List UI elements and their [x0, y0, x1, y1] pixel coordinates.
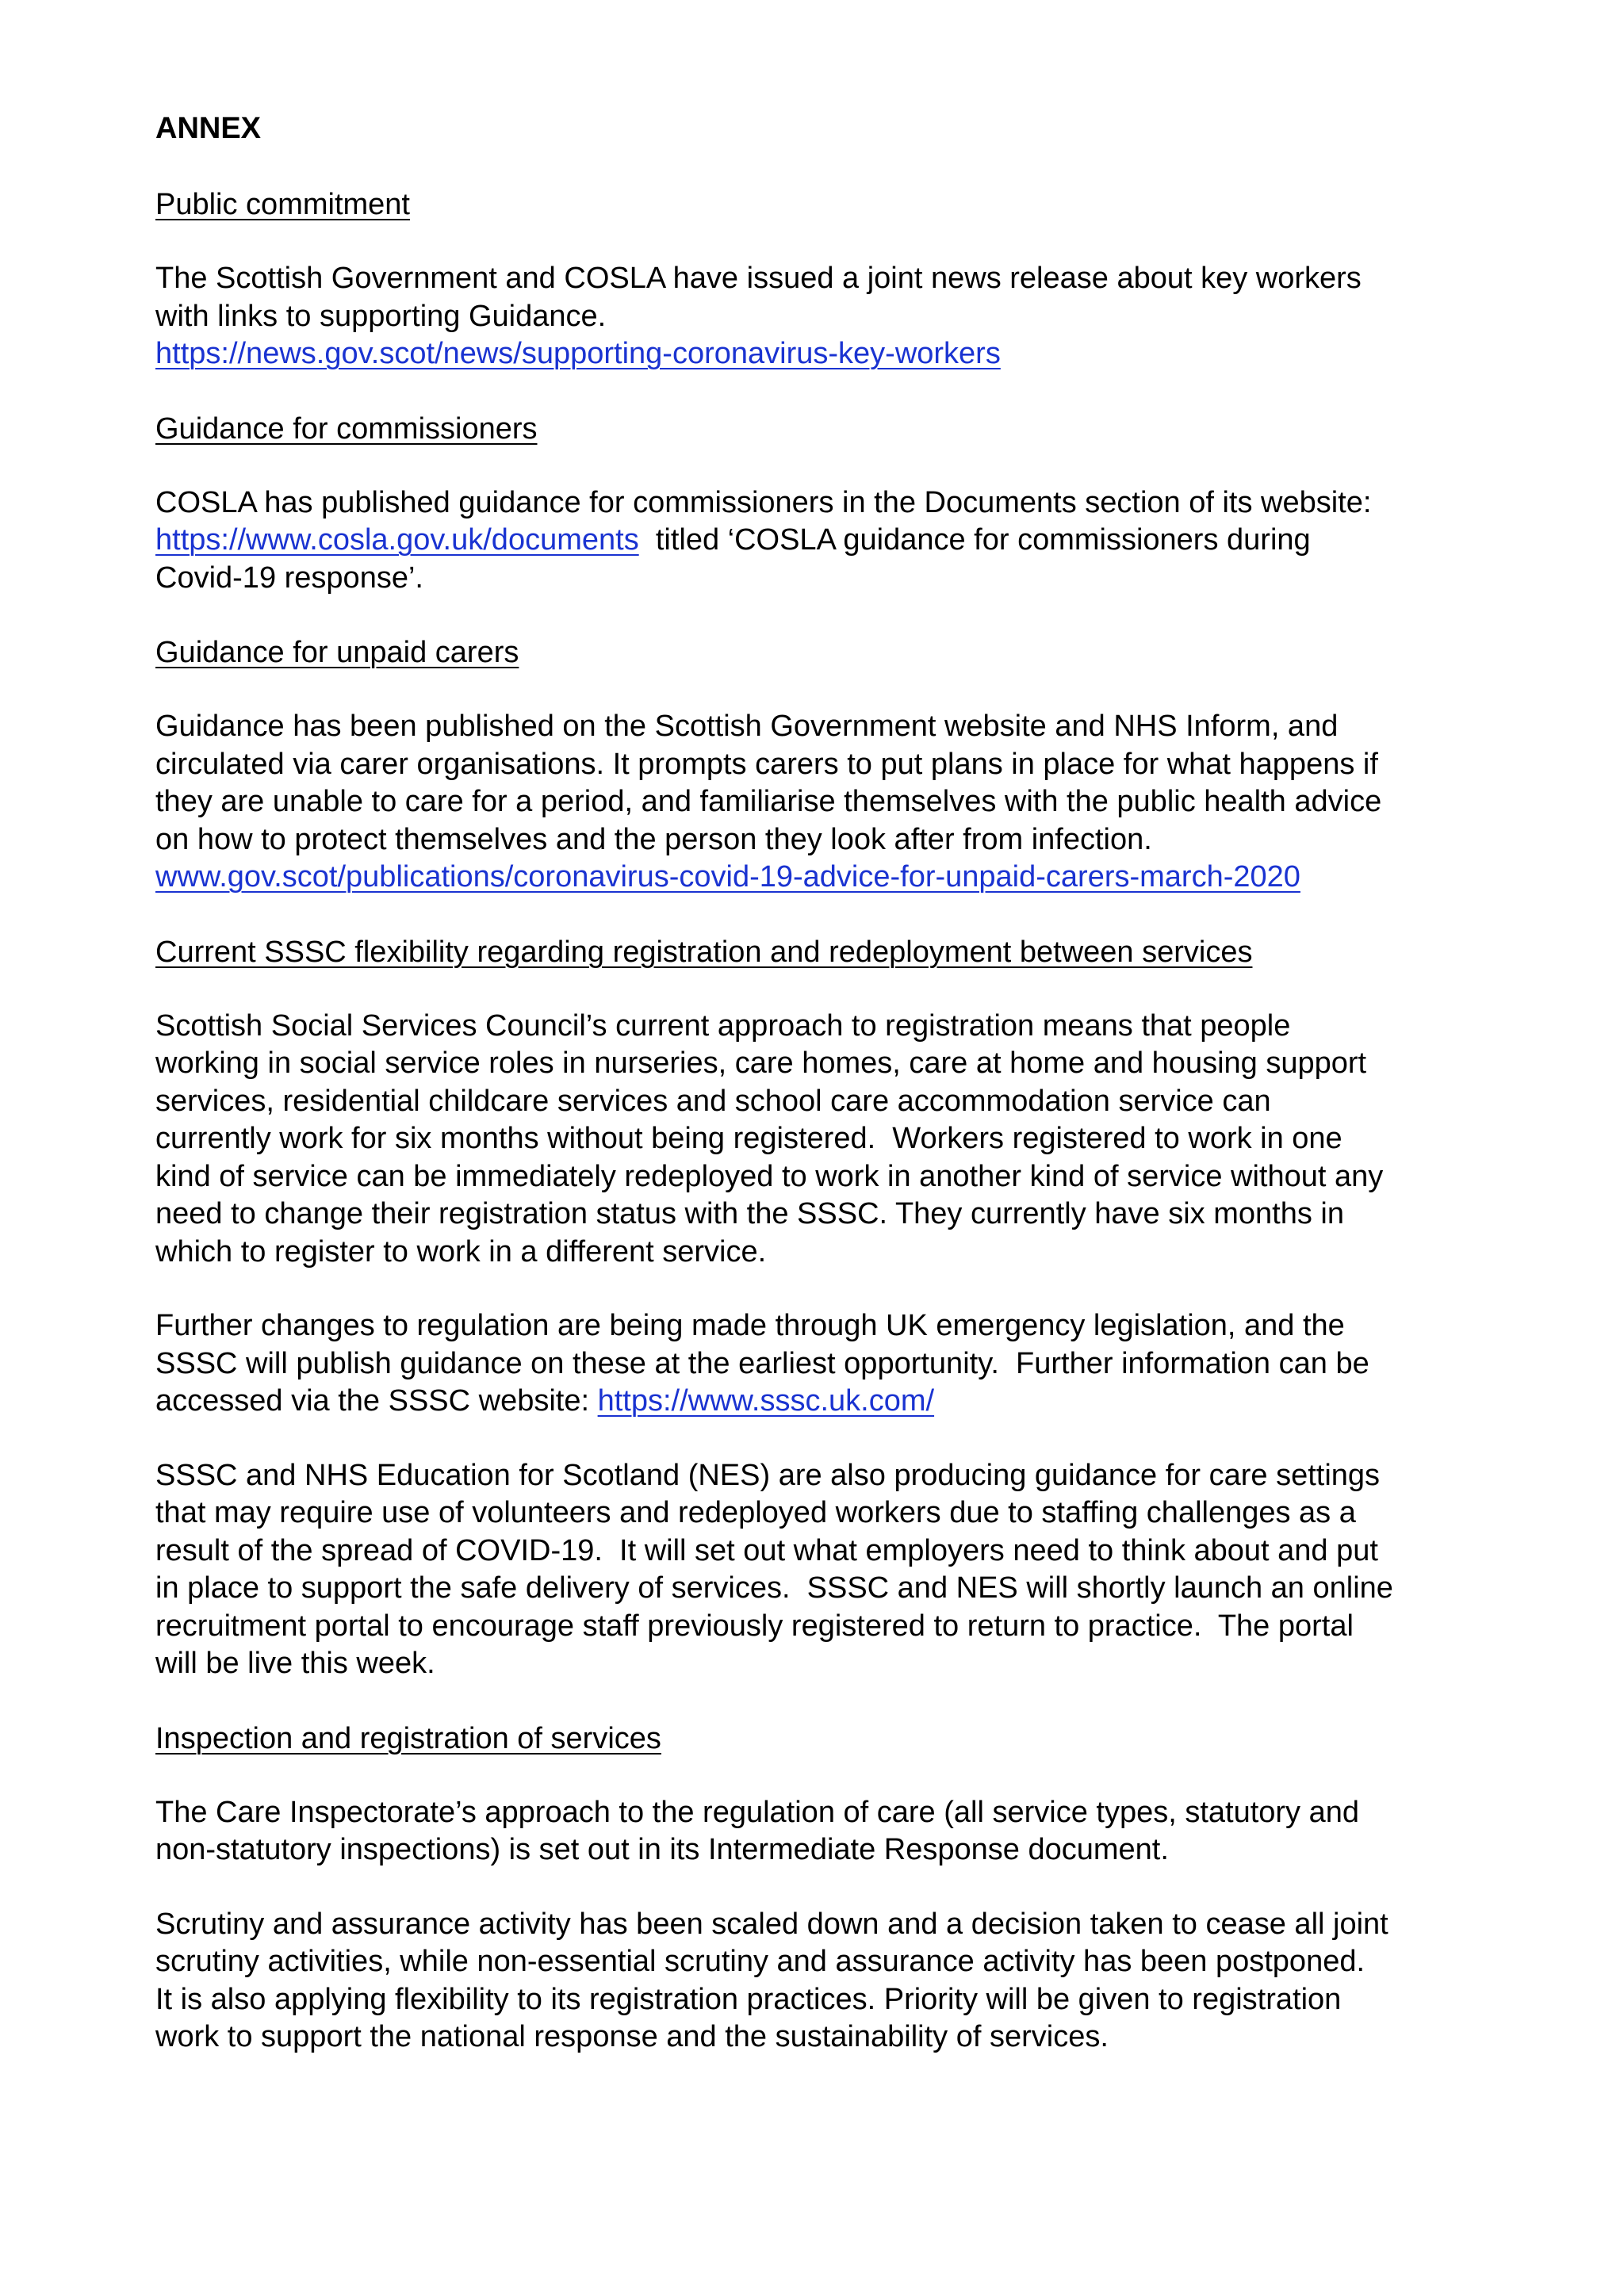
text-line: currently work for six months without being registered. Workers registered to work in one [155, 1122, 1342, 1155]
text-line: Scottish Social Services Council’s current approach to registration means that people [155, 1008, 1291, 1043]
document-page [155, 109, 1519, 2093]
sssc-website-link[interactable]: https://www.sssc.uk.com/ [597, 1384, 935, 1418]
text-line: non-statutory inspections) is set out in its Intermediate Response document. [155, 1833, 1169, 1866]
text-line: which to register to work in a different service. [155, 1234, 767, 1269]
sssc-registration-paragraph [155, 1008, 1519, 1272]
text-line: on how to protect themselves and the person they look after from infection. [155, 822, 1152, 856]
text-line: Guidance has been published on the Scottish Government website and NHS Inform, and [155, 710, 1339, 743]
text-line: The Scottish Government and COSLA have issued a joint news release about key workers [155, 262, 1362, 295]
text-line: recruitment portal to encourage staff previously registered to return to practice. The portal [155, 1609, 1354, 1643]
news-release-link[interactable]: https://news.gov.scot/news/supporting-coronavirus-key-workers [155, 337, 1001, 370]
text-line: that may require use of volunteers and redeployed workers due to staffing challenges as a [155, 1496, 1356, 1529]
unpaid-carers-heading: Guidance for unpaid carers [155, 636, 519, 669]
text-line: COSLA has published guidance for commissioners in the Documents section of its website: [155, 485, 1372, 519]
unpaid-carers-link[interactable]: www.gov.scot/publications/coronavirus-covid-19-advice-for-unpaid-carers-march-2020 [155, 860, 1300, 894]
text-line: they are unable to care for a period, and familiarise themselves with the public health advice [155, 785, 1382, 818]
text-fragment: accessed via the SSSC website: [155, 1384, 598, 1418]
text-line: Further changes to regulation are being made through UK emergency legislation, and the [155, 1309, 1345, 1342]
text-line: scrutiny activities, while non-essential scrutiny and assurance activity has been postponed. [155, 1945, 1365, 1978]
text-line: Scrutiny and assurance activity has been scaled down and a decision taken to cease all joint [155, 1907, 1388, 1941]
scrutiny-paragraph [155, 1906, 1519, 2057]
text-line: circulated via carer organisations. It prompts carers to put plans in place for what happens if [155, 747, 1378, 781]
public-commitment-heading: Public commitment [155, 188, 410, 221]
sssc-legislation-paragraph [155, 1307, 1519, 1421]
commissioners-heading: Guidance for commissioners [155, 411, 538, 446]
care-inspectorate-paragraph [155, 1794, 1519, 1869]
inspection-heading: Inspection and registration of services [155, 1721, 661, 1755]
text-line: SSSC will publish guidance on these at the earliest opportunity. Further information can be [155, 1346, 1369, 1380]
text-line: SSSC and NHS Education for Scotland (NES) are also producing guidance for care settings [155, 1458, 1381, 1492]
text-fragment: titled ‘COSLA guidance for commissioners during [638, 523, 1311, 557]
text-line: work to support the national response and the sustainability of services. [155, 2020, 1109, 2053]
unpaid-carers-paragraph [155, 708, 1519, 897]
annex-title: ANNEX [155, 112, 262, 145]
text-line: It is also applying flexibility to its registration practices. Priority will be given to registration [155, 1982, 1342, 2016]
text-line: will be live this week. [155, 1647, 435, 1680]
public-commitment-paragraph [155, 260, 1519, 373]
text-line: working in social service roles in nurseries, care homes, care at home and housing support [155, 1047, 1367, 1080]
sssc-nes-paragraph [155, 1457, 1519, 1683]
text-line: in place to support the safe delivery of services. SSSC and NES will shortly launch an online [155, 1571, 1393, 1605]
commissioners-paragraph [155, 484, 1519, 598]
cosla-documents-link[interactable]: https://www.cosla.gov.uk/documents [155, 523, 639, 557]
text-line: services, residential childcare services and school care accommodation service can [155, 1084, 1271, 1118]
text-line: result of the spread of COVID-19. It will set out what employers need to think about and put [155, 1533, 1378, 1567]
text-line: kind of service can be immediately redeployed to work in another kind of service without any [155, 1159, 1384, 1193]
text-line: with links to supporting Guidance. [155, 299, 607, 333]
text-line: need to change their registration status with the SSSC. They currently have six months in [155, 1197, 1344, 1230]
text-line: Covid-19 response’. [155, 561, 423, 595]
text-line: The Care Inspectorate’s approach to the regulation of care (all service types, statutory and [155, 1795, 1360, 1829]
sssc-flexibility-heading: Current SSSC flexibility regarding registration and redeployment between services [155, 935, 1253, 969]
